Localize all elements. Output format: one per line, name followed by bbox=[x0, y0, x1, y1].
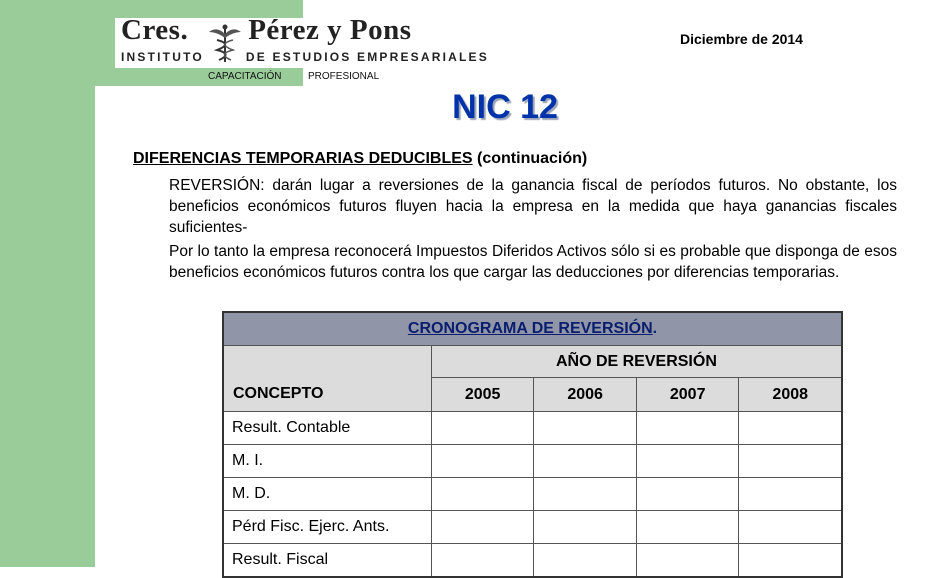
table-cell bbox=[636, 445, 739, 478]
row-label: Result. Fiscal bbox=[223, 544, 431, 578]
row-label: M. I. bbox=[223, 445, 431, 478]
concept-header: CONCEPTO bbox=[223, 346, 431, 412]
table-title-row bbox=[223, 312, 842, 346]
year-2007: 2007 bbox=[636, 378, 739, 412]
table-row bbox=[223, 511, 842, 544]
table-cell bbox=[636, 478, 739, 511]
paragraph-reversion: REVERSIÓN: darán lugar a reversiones de la ganancia fiscal de períodos futuros. No obstante, los beneficios económicos futuros fluyen hacia la empresa en la medida que haya ganancias fiscales suficientes- bbox=[169, 177, 897, 236]
table-row bbox=[223, 478, 842, 511]
table-cell bbox=[431, 478, 534, 511]
table-title-suffix: . bbox=[652, 320, 658, 337]
table-title-text: CRONOGRAMA DE REVERSIÓN bbox=[407, 320, 653, 337]
date-label: Diciembre de 2014 bbox=[680, 31, 803, 47]
table-cell bbox=[534, 511, 637, 544]
logo-subtitle-right: DE ESTUDIOS EMPRESARIALES bbox=[245, 50, 489, 64]
institute-logo bbox=[115, 14, 489, 68]
logo-name-right: Pérez y Pons bbox=[248, 14, 412, 46]
logo-name-left: Cres. bbox=[121, 14, 189, 46]
table-cell bbox=[739, 511, 842, 544]
paragraph-recognition: Por lo tanto la empresa reconocerá Impuestos Diferidos Activos sólo si es probable que disponga de esos beneficios económicos futuros contra los que cargar las deducciones por diferencias temporarias. bbox=[169, 243, 897, 281]
table-row bbox=[223, 412, 842, 445]
table-cell bbox=[534, 445, 637, 478]
table-row bbox=[223, 445, 842, 478]
row-label: Pérd Fisc. Ejerc. Ants. bbox=[223, 511, 431, 544]
table-cell bbox=[739, 412, 842, 445]
year-header: AÑO DE REVERSIÓN bbox=[431, 346, 842, 378]
table-title bbox=[223, 312, 842, 346]
year-2008: 2008 bbox=[739, 378, 842, 412]
table-cell bbox=[534, 544, 637, 578]
table-cell bbox=[636, 412, 739, 445]
table-cell bbox=[534, 478, 637, 511]
table-row bbox=[223, 544, 842, 578]
table-cell bbox=[431, 544, 534, 578]
year-2005: 2005 bbox=[431, 378, 534, 412]
logo-subtitle bbox=[121, 50, 489, 64]
reversal-schedule-table bbox=[222, 311, 843, 578]
table-cell bbox=[431, 412, 534, 445]
table-cell bbox=[636, 511, 739, 544]
slide-title: NIC 12 bbox=[452, 88, 558, 126]
logo-name bbox=[121, 14, 461, 47]
logo-subtitle-left: INSTITUTO bbox=[121, 50, 204, 64]
table-cell bbox=[431, 511, 534, 544]
section-heading-main: DIFERENCIAS TEMPORARIAS DEDUCIBLES bbox=[133, 150, 473, 167]
table-header-row bbox=[223, 346, 842, 378]
year-2006: 2006 bbox=[534, 378, 637, 412]
table-cell bbox=[739, 445, 842, 478]
table-cell bbox=[739, 544, 842, 578]
row-label: M. D. bbox=[223, 478, 431, 511]
section-heading-suffix: (continuación) bbox=[472, 150, 588, 167]
table-cell bbox=[636, 544, 739, 578]
section-heading bbox=[133, 150, 587, 168]
logo-tag-capacitacion: CAPACITACIÓN bbox=[204, 68, 286, 85]
table-cell bbox=[431, 445, 534, 478]
table-cell bbox=[534, 412, 637, 445]
row-label: Result. Contable bbox=[223, 412, 431, 445]
table-cell bbox=[739, 478, 842, 511]
logo-tag-profesional: PROFESIONAL bbox=[306, 68, 381, 85]
